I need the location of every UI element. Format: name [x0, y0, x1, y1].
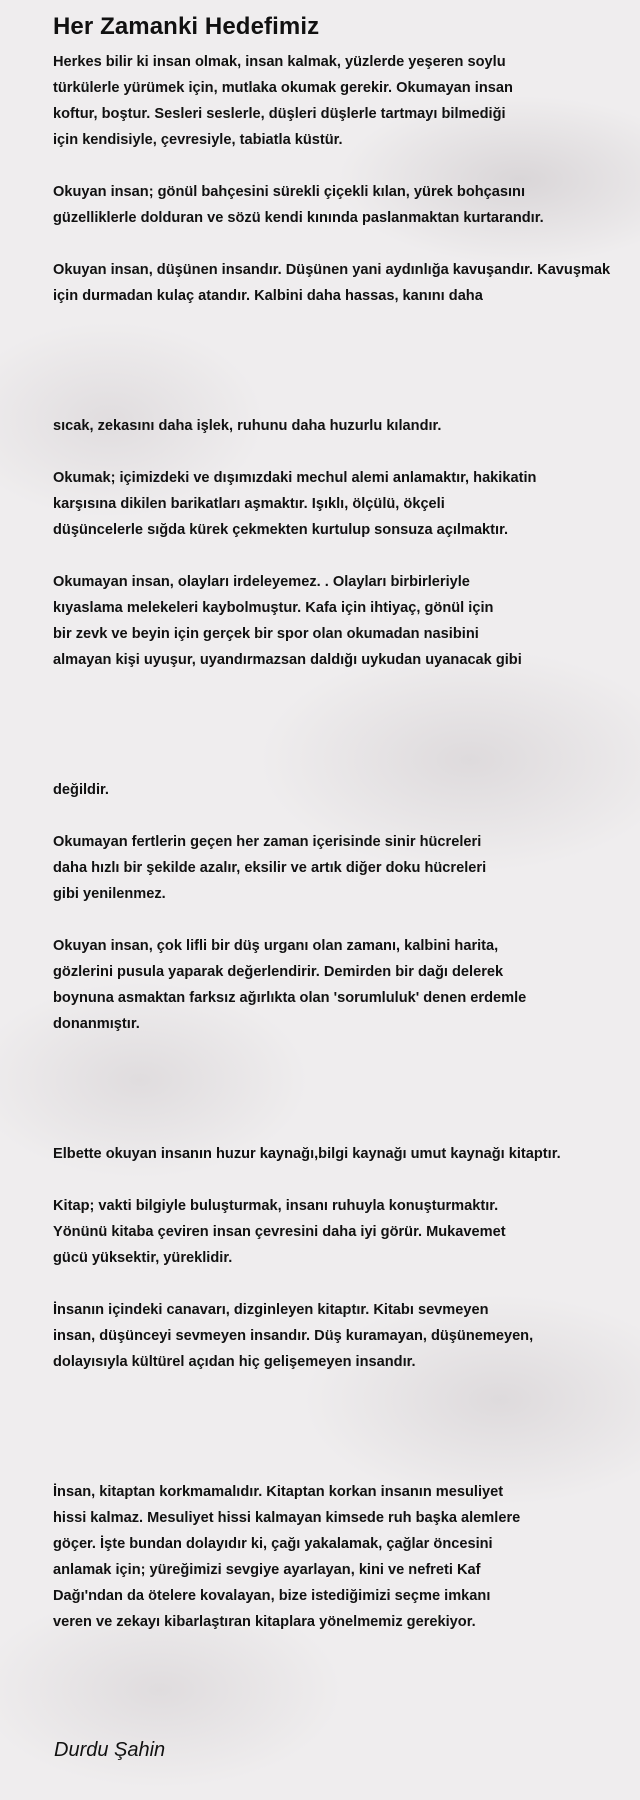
- stanza-gap: [53, 803, 640, 829]
- stanza-gap: [53, 439, 640, 465]
- poem-line: türkülerle yürümek için, mutlaka okumak gerekir. Okumayan insan: [53, 80, 513, 96]
- poem-line: sıcak, zekasını daha işlek, ruhunu daha huzurlu kılandır.: [53, 418, 442, 434]
- stanza-12: [53, 1297, 640, 1375]
- poem-line: kıyaslama melekeleri kaybolmuştur. Kafa için ihtiyaç, gönül için: [53, 600, 494, 616]
- section-gap: [53, 673, 640, 751]
- section-gap: [53, 309, 640, 387]
- poem-line: güzelliklerle dolduran ve sözü kendi kınında paslanmaktan kurtarandır.: [53, 210, 544, 226]
- poem-line: daha hızlı bir şekilde azalır, eksilir ve artık diğer doku hücreleri: [53, 860, 487, 876]
- stanza-gap: [53, 387, 640, 413]
- poem-author: Durdu Şahin: [54, 1739, 166, 1761]
- poem-line: gücü yüksektir, yüreklidir.: [53, 1250, 233, 1266]
- stanza-9: [53, 933, 640, 1037]
- stanza-gap: [53, 231, 640, 257]
- stanza-7: [53, 777, 640, 803]
- stanza-6: [53, 569, 640, 673]
- poem-line: Okumayan fertlerin geçen her zaman içerisinde sinir hücreleri: [53, 834, 482, 850]
- stanza-2: [53, 179, 640, 231]
- poem-line: donanmıştır.: [53, 1016, 140, 1032]
- poem-line: göçer. İşte bundan dolayıdır ki, çağı yakalamak, çağlar öncesini: [53, 1536, 493, 1552]
- stanza-1: [53, 49, 640, 153]
- poem-line: Kitap; vakti bilgiyle buluşturmak, insanı ruhuyla konuşturmaktır.: [53, 1198, 499, 1214]
- poem-line: için kendisiyle, çevresiyle, tabiatla küstür.: [53, 132, 343, 148]
- stanza-gap: [53, 1115, 640, 1141]
- stanza-gap: [53, 543, 640, 569]
- stanza-8: [53, 829, 640, 907]
- poem-line: dolayısıyla kültürel açıdan hiç gelişemeyen insandır.: [53, 1354, 416, 1370]
- poem-line: koftur, boştur. Sesleri seslerle, düşleri düşlerle tartmayı bilmediği: [53, 106, 506, 122]
- poem-line: insan, düşünceyi sevmeyen insandır. Düş kuramayan, düşünemeyen,: [53, 1328, 534, 1344]
- stanza-5: [53, 465, 640, 543]
- poem-line: almayan kişi uyuşur, uyandırmazsan daldığı uykudan uyanacak gibi: [53, 652, 522, 668]
- poem-line: için durmadan kulaç atandır. Kalbini daha hassas, kanını daha: [53, 288, 483, 304]
- poem-line: Dağı'ndan da ötelere kovalayan, bize istediğimizi seçme imkanı: [53, 1588, 491, 1604]
- poem-line: Okumak; içimizdeki ve dışımızdaki mechul alemi anlamaktır, hakikatin: [53, 470, 537, 486]
- poem-line: İnsan, kitaptan korkmamalıdır. Kitaptan korkan insanın mesuliyet: [53, 1484, 504, 1500]
- stanza-gap: [53, 1453, 640, 1479]
- poem-line: Okuyan insan, düşünen insandır. Düşünen yani aydınlığa kavuşandır. Kavuşmak: [53, 262, 611, 278]
- poem-line: bir zevk ve beyin için gerçek bir spor olan okumadan nasibini: [53, 626, 479, 642]
- poem-line: Okuyan insan, çok lifli bir düş urganı olan zamanı, kalbini harita,: [53, 938, 499, 954]
- stanza-13: [53, 1479, 640, 1635]
- poem-line: veren ve zekayı kibarlaştıran kitaplara yönelmemiz gerekiyor.: [53, 1614, 476, 1630]
- poem-line: Okuyan insan; gönül bahçesini sürekli çiçekli kılan, yürek bohçasını: [53, 184, 526, 200]
- poem-line: hissi kalmaz. Mesuliyet hissi kalmayan kimsede ruh başka alemlere: [53, 1510, 521, 1526]
- poem-line: karşısına dikilen barikatları aşmaktır. Işıklı, ölçülü, ökçeli: [53, 496, 445, 512]
- poem-line: değildir.: [53, 782, 109, 798]
- poem-title: Her Zamanki Hedefimiz: [53, 13, 320, 40]
- stanza-11: [53, 1193, 640, 1271]
- section-gap: [53, 1037, 640, 1115]
- stanza-gap: [53, 153, 640, 179]
- poem-line: Elbette okuyan insanın huzur kaynağı,bilgi kaynağı umut kaynağı kitaptır.: [53, 1146, 561, 1162]
- stanza-4: [53, 413, 640, 439]
- poem-line: Yönünü kitaba çeviren insan çevresini daha iyi görür. Mukavemet: [53, 1224, 506, 1240]
- poem-container: [53, 12, 640, 1635]
- section-gap: [53, 1375, 640, 1453]
- poem-line: gibi yenilenmez.: [53, 886, 166, 902]
- stanza-gap: [53, 1271, 640, 1297]
- poem-line: Herkes bilir ki insan olmak, insan kalmak, yüzlerde yeşeren soylu: [53, 54, 506, 70]
- poem-line: boynuna asmaktan farksız ağırlıkta olan 'sorumluluk' denen erdemle: [53, 990, 527, 1006]
- poem-line: anlamak için; yüreğimizi sevgiye ayarlayan, kini ve nefreti Kaf: [53, 1562, 481, 1578]
- stanza-3: [53, 257, 640, 309]
- stanza-gap: [53, 751, 640, 777]
- poem-line: gözlerini pusula yaparak değerlendirir. Demirden bir dağı delerek: [53, 964, 504, 980]
- poem-line: Okumayan insan, olayları irdeleyemez. . Olayları birbirleriyle: [53, 574, 470, 590]
- poem-line: düşüncelerle sığda kürek çekmekten kurtulup sonsuza açılmaktır.: [53, 522, 509, 538]
- stanza-gap: [53, 907, 640, 933]
- poem-line: İnsanın içindeki canavarı, dizginleyen kitaptır. Kitabı sevmeyen: [53, 1302, 489, 1318]
- stanza-10: [53, 1141, 640, 1167]
- stanza-gap: [53, 1167, 640, 1193]
